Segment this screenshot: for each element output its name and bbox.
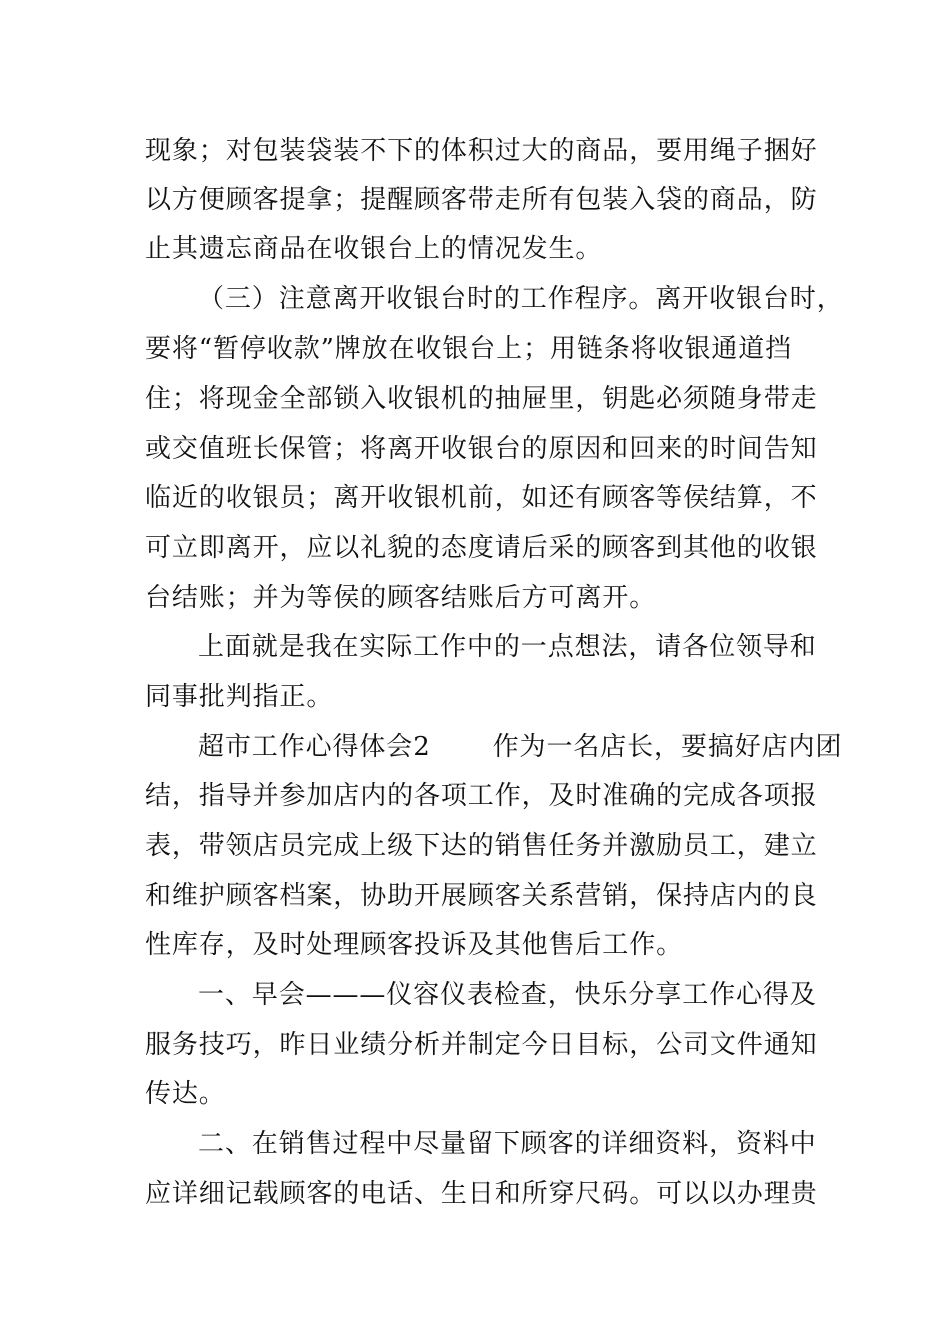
text-line: 以方便顾客提拿；提醒顾客带走所有包装入袋的商品，防 xyxy=(145,185,818,215)
text-line: 上面就是我在实际工作中的一点想法，请各位领导和 xyxy=(198,632,817,662)
text-line: 要将“暂停收款”牌放在收银台上；用链条将收银通道挡 xyxy=(145,334,793,364)
text-line: 和维护顾客档案，协助开展顾客关系营销，保持店内的良 xyxy=(145,881,818,911)
text-line: 服务技巧，昨日业绩分析并制定今日目标，公司文件通知 xyxy=(145,1030,818,1060)
text-line: 一、早会———仪容仪表检查，快乐分享工作心得及 xyxy=(198,980,817,1010)
text-line: 可立即离开，应以礼貌的态度请后采的顾客到其他的收银 xyxy=(145,533,818,563)
text-line: 或交值班长保管；将离开收银台的原因和回来的时间告知 xyxy=(145,434,818,464)
text-line: 传达。 xyxy=(145,1079,226,1109)
text-line: 应详细记载顾客的电话、生日和所穿尺码。可以以办理贵 xyxy=(145,1179,818,1209)
text-line: 住；将现金全部锁入收银机的抽屉里，钥匙必须随身带走 xyxy=(145,384,818,414)
text-line: 同事批判指正。 xyxy=(145,682,334,712)
section-heading: 超市工作心得体会2 xyxy=(198,732,431,762)
text-line: 现象；对包装袋装不下的体积过大的商品，要用绳子捆好 xyxy=(145,136,818,166)
text-line: 止其遗忘商品在收银台上的情况发生。 xyxy=(145,234,603,264)
text-line: （三）注意离开收银台时的工作程序。离开收银台时， xyxy=(198,284,844,314)
text-line: 结，指导并参加店内的各项工作，及时准确的完成各项报 xyxy=(145,781,818,811)
text-line: 台结账；并为等侯的顾客结账后方可离开。 xyxy=(145,583,657,613)
text-line: 作为一名店长，要搞好店内团 xyxy=(492,732,843,762)
text-line: 临近的收银员；离开收银机前，如还有顾客等侯结算，不 xyxy=(145,483,818,513)
text-line: 性库存，及时处理顾客投诉及其他售后工作。 xyxy=(145,930,684,960)
text-line: 二、在销售过程中尽量留下顾客的详细资料，资料中 xyxy=(198,1129,817,1159)
text-line: 表，带领店员完成上级下达的销售任务并激励员工，建立 xyxy=(145,831,818,861)
section-heading-line xyxy=(198,732,842,762)
